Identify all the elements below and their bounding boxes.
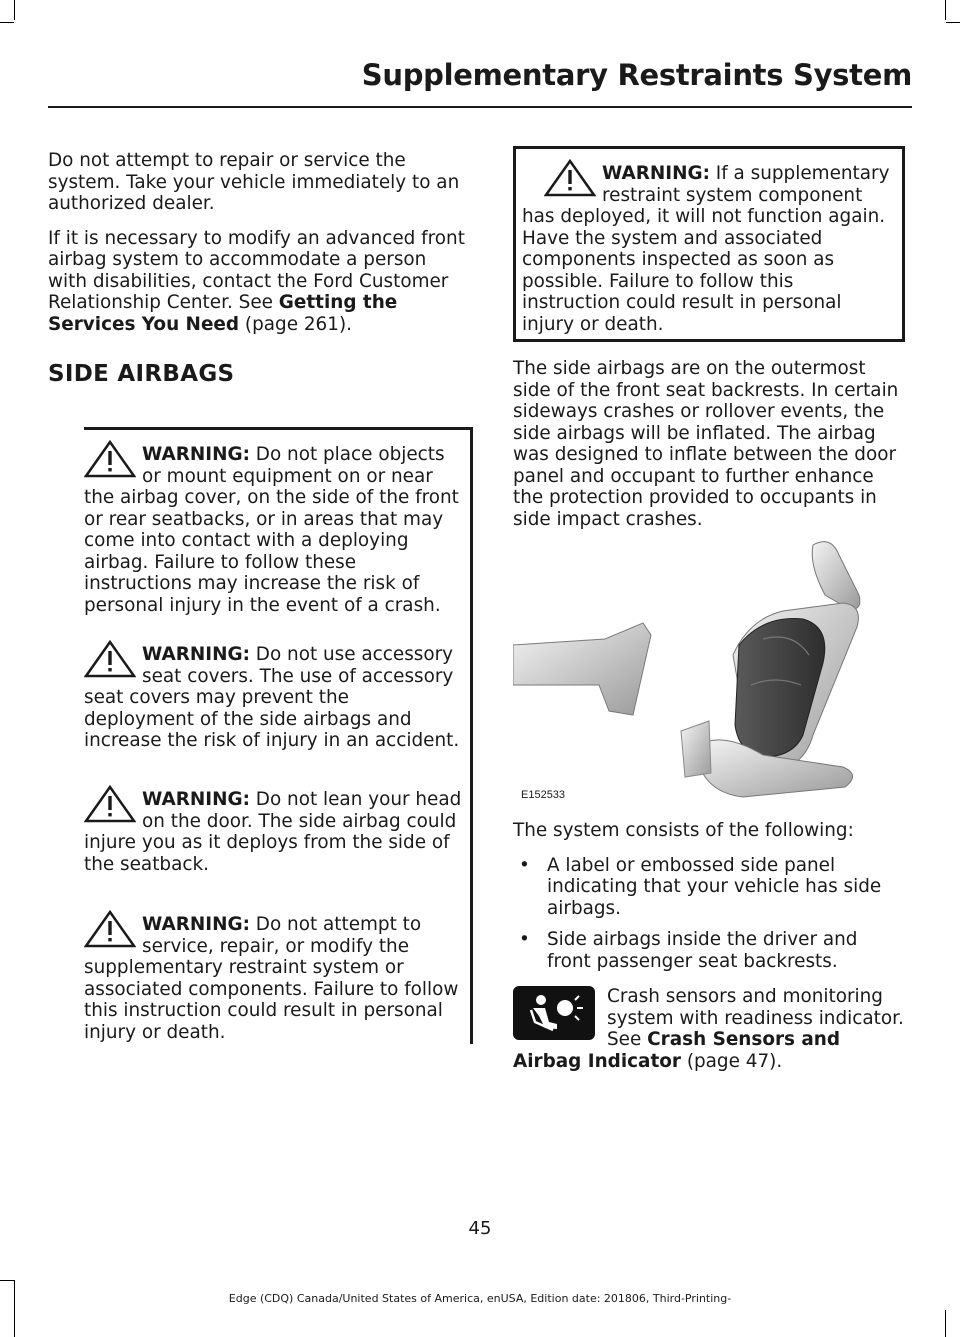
crash-text: Crash sensors and monitoring system with readiness indicator. See <box>607 986 904 1050</box>
crop-mark <box>0 22 14 23</box>
crop-mark <box>945 0 946 20</box>
component-list <box>513 855 907 973</box>
warning-triangle-icon <box>84 440 136 478</box>
footer-text: Edge (CDQ) Canada/United States of America, enUSA, Edition date: 201806, Third-Printing- <box>228 1292 732 1305</box>
seat-diagram-icon <box>513 535 905 807</box>
section-heading: SIDE AIRBAGS <box>48 361 235 387</box>
right-column <box>513 358 907 543</box>
list-item: • Side airbags inside the driver and front passenger seat backrests. <box>513 929 907 972</box>
warning-item <box>84 644 462 789</box>
paragraph: The side airbags are on the outermost side of the front seat backrests. In certain sideways crashes or rollover events, the side airbags will be inflated. The airbag was designed to inflate between the door panel and occupant to further enhance the protection provided to occupants in side impact crashes. <box>513 358 899 530</box>
page-reference: (page 261). <box>239 313 352 335</box>
list-item: • A label or embossed side panel indicating that your vehicle has side airbags. <box>513 855 907 920</box>
warning-triangle-icon <box>544 159 596 197</box>
cross-reference-link[interactable]: Crash Sensors and Airbag Indicator <box>513 1029 841 1072</box>
crop-mark <box>14 0 15 20</box>
warning-text: Do not use accessory seat covers. The use of accessory seat covers may prevent the deployment of the side airbags and increase the risk of injury in an accident. <box>84 644 460 751</box>
warning-item <box>522 163 896 335</box>
warning-text: Do not attempt to service, repair, or modify the supplementary restraint system or associated components. Failure to follow this instruction could result in personal injury or death. <box>84 914 459 1043</box>
list-intro: The system consists of the following: <box>513 820 854 841</box>
paragraph <box>48 228 466 336</box>
warning-label: WARNING: <box>142 644 250 665</box>
warning-item <box>84 914 462 1043</box>
left-column <box>48 150 466 387</box>
warning-box <box>84 427 473 1044</box>
figure-label: E152533 <box>521 789 566 801</box>
warning-text: If a supplementary restraint system component has deployed, it will not function again. Have the system and associated components inspected as soon as possible. Failure to follow this instruction could result in personal injury or death. <box>522 163 890 335</box>
crop-mark <box>0 1280 14 1281</box>
title-divider <box>48 106 912 108</box>
airbag-warning-icon <box>513 986 595 1040</box>
warning-box <box>513 146 905 342</box>
side-airbag-illustration <box>513 535 905 807</box>
page-title: Supplementary Restraints System <box>361 58 912 92</box>
paragraph: Do not attempt to repair or service the system. Take your vehicle immediately to an authorized dealer. <box>48 150 460 214</box>
page-reference: (page 47). <box>680 1050 783 1072</box>
warning-triangle-icon <box>84 910 136 948</box>
paragraph <box>513 986 907 1072</box>
page-number: 45 <box>468 1218 492 1239</box>
warning-item <box>84 789 462 914</box>
warning-triangle-icon <box>84 640 136 678</box>
cross-reference-link[interactable]: Getting the Services You Need <box>48 292 398 335</box>
crop-mark <box>14 1280 15 1337</box>
warning-label: WARNING: <box>142 444 250 465</box>
warning-label: WARNING: <box>142 789 250 810</box>
warning-label: WARNING: <box>602 163 710 184</box>
warning-label: WARNING: <box>142 914 250 935</box>
warning-triangle-icon <box>84 785 136 823</box>
warning-item <box>84 444 462 644</box>
crop-mark <box>945 1310 946 1337</box>
warning-text: Do not place objects or mount equipment on or near the airbag cover, on the side of the front or rear seatbacks, or in areas that may come into contact with a deploying airbag. Failure to follow these instructions may increase the risk of personal injury in the event of a crash. <box>84 444 459 616</box>
crop-mark <box>946 22 960 23</box>
paragraph-text: If it is necessary to modify an advanced front airbag system to accommodate a person with disabilities, contact the Ford Customer Relationship Center. See <box>48 227 465 313</box>
right-column-lower <box>513 820 907 1085</box>
warning-text: Do not lean your head on the door. The side airbag could injure you as it deploys from the side of the seatback. <box>84 789 462 875</box>
